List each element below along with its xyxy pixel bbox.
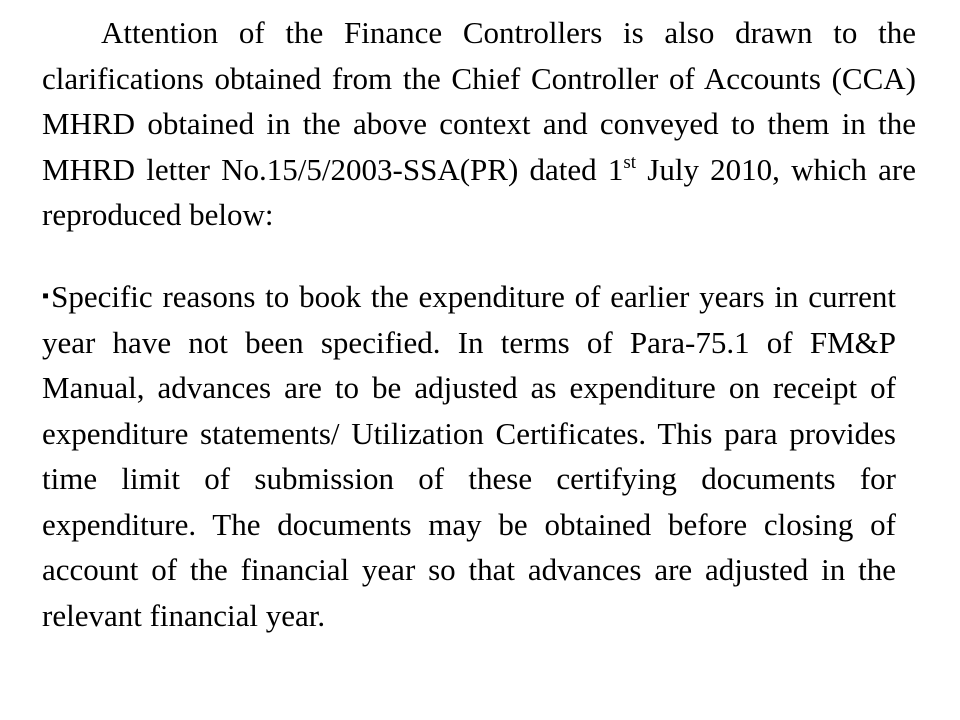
bullet-item [42,274,896,638]
intro-paragraph [42,10,916,238]
bullet-text: Specific reasons to book the expenditure of earlier years in current year have not been specified. In terms of Para-75.1 of FM&P Manual, advances are to be adjusted as expenditure on receipt of expenditure statements/ Utilization Certificates. This para provides time limit of submission of these certifying documents for expenditure. The documents may be obtained before closing of account of the financial year so that advances are adjusted in the relevant financial year. [42,279,896,633]
square-bullet-icon: ▪ [42,285,50,307]
ordinal-suffix: st [623,151,637,173]
intro-text: Attention of the Finance Controllers is also drawn to the clarifications obtained from the Chief Controller of Accounts (CCA) MHRD obtained in the above context and conveyed to them in the MHRD letter No.15/5/2003-SSA(PR) dated 1 [42,15,916,187]
intro-text-end: July 2010, which are reproduced below: [42,151,916,232]
